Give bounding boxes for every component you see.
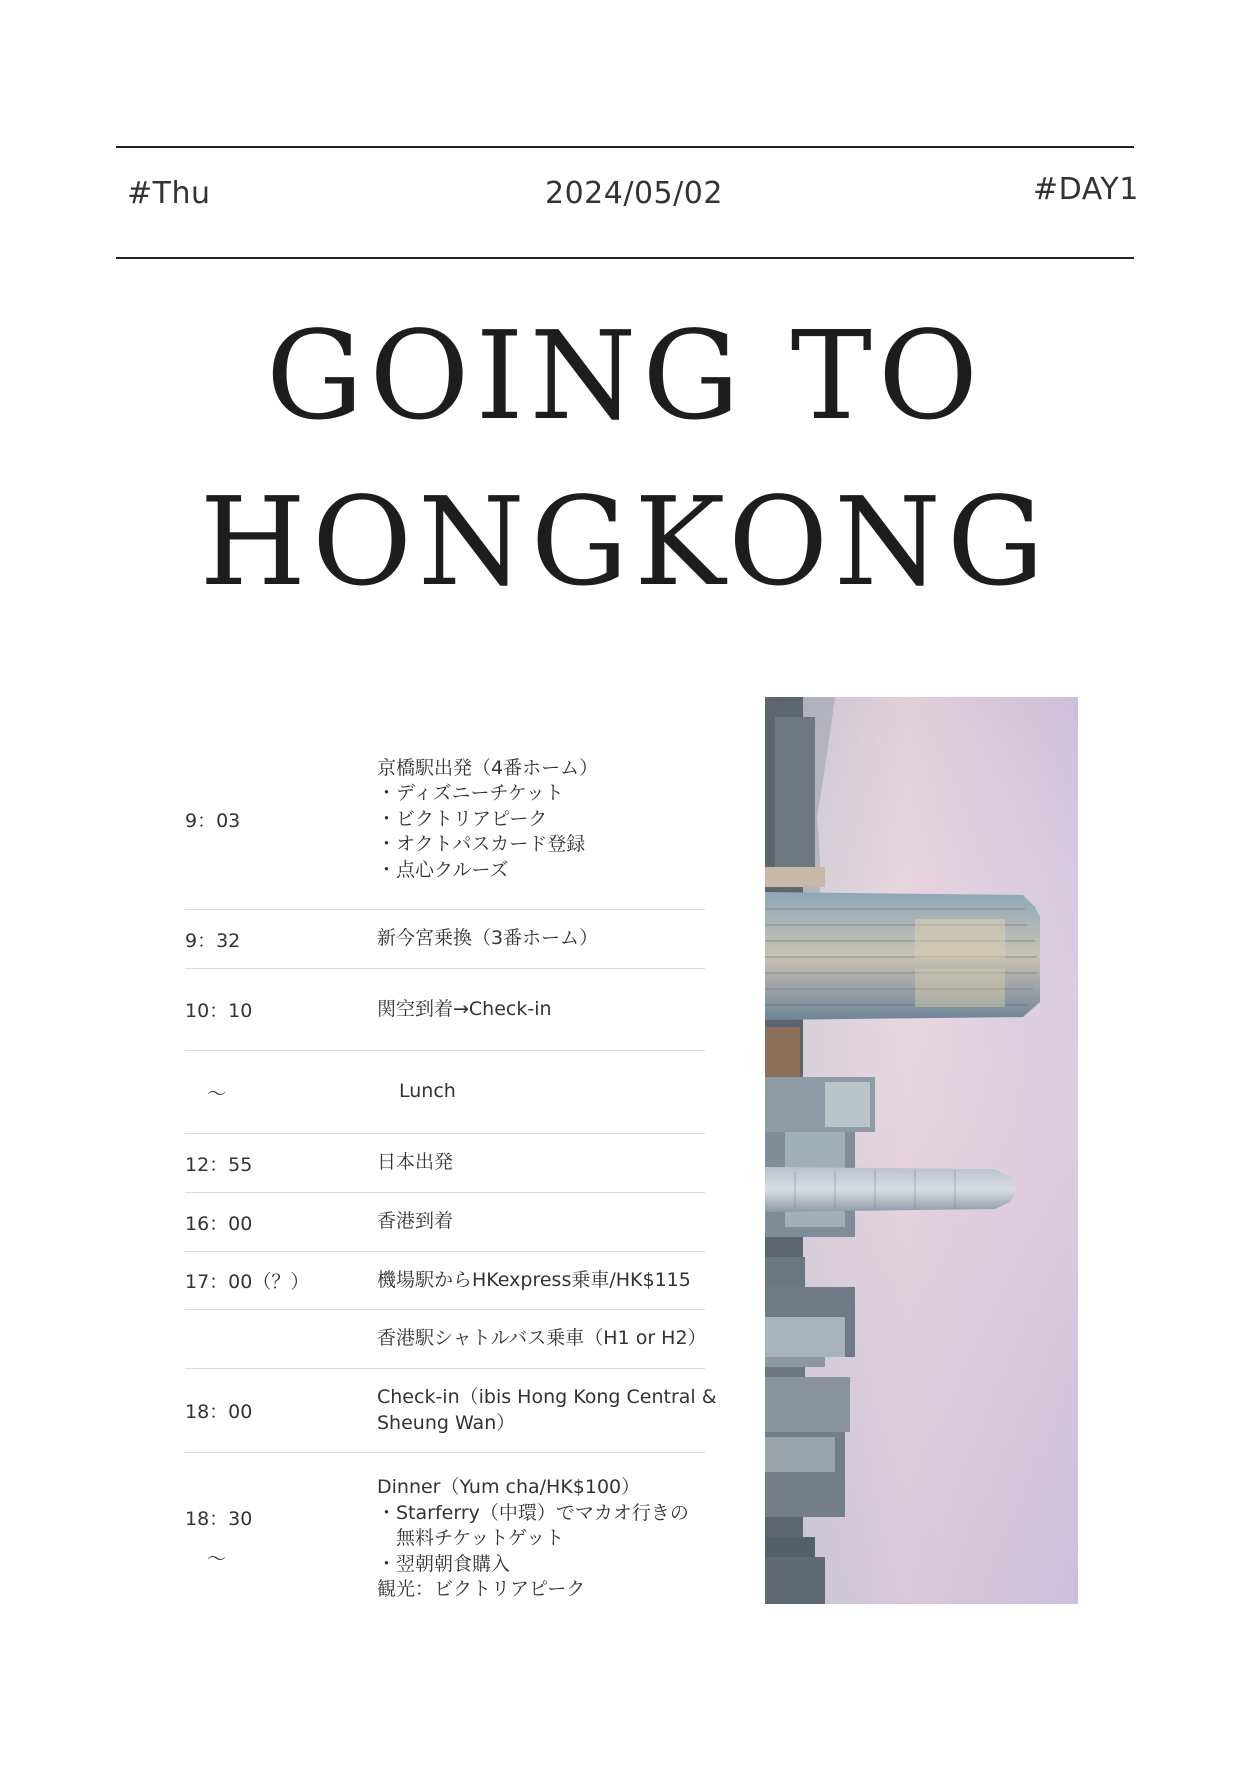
schedule-time bbox=[185, 1499, 377, 1579]
schedule-description bbox=[399, 1079, 705, 1105]
schedule-description bbox=[377, 756, 705, 884]
schedule-time: 10：10 bbox=[185, 1000, 253, 1022]
schedule-description-line: ・オクトパスカード登録 bbox=[377, 833, 586, 856]
schedule-description-line: 香港到着 bbox=[377, 1210, 454, 1233]
page-title-line1: GOING TO bbox=[265, 305, 985, 447]
schedule-time: 18：00 bbox=[185, 1401, 253, 1423]
schedule-description-line: 無料チケットゲット bbox=[377, 1527, 565, 1550]
schedule-row bbox=[185, 730, 705, 910]
schedule-description-line: Lunch bbox=[399, 1080, 456, 1103]
day-number-tag: #DAY1 bbox=[1033, 172, 1139, 207]
schedule-description bbox=[377, 1385, 717, 1436]
bottom-rule bbox=[116, 257, 1134, 259]
page-title-line2: HONGKONG bbox=[199, 471, 1051, 613]
schedule-time-line: 〜 bbox=[207, 1548, 227, 1570]
schedule-description-line: 京橋駅出発（4番ホーム） bbox=[377, 756, 599, 779]
day-of-week-tag: #Thu bbox=[127, 176, 211, 211]
schedule-row bbox=[185, 1134, 705, 1193]
schedule-time: 12：55 bbox=[185, 1153, 253, 1176]
schedule-description-line: 関空到着→Check-in bbox=[377, 997, 552, 1020]
schedule-description-line: 観光：ビクトリアピーク bbox=[377, 1578, 586, 1601]
schedule-time: 9：32 bbox=[185, 929, 241, 952]
schedule-row bbox=[185, 1193, 705, 1252]
schedule-description-line: ・点心クルーズ bbox=[377, 858, 509, 881]
schedule-description-line: 香港駅シャトルバス乗車（H1 or H2） bbox=[377, 1327, 707, 1350]
schedule-description bbox=[377, 1209, 705, 1235]
schedule-description-line: 日本出発 bbox=[377, 1151, 454, 1174]
schedule-description-line: ・ビクトリアピーク bbox=[377, 807, 548, 830]
schedule-description bbox=[377, 1475, 705, 1603]
schedule-description-line: 機場駅からHKexpress乗車/HK$115 bbox=[377, 1268, 691, 1291]
hong-kong-skyline-photo bbox=[765, 697, 1078, 1604]
schedule-time: 16：00 bbox=[185, 1212, 253, 1235]
schedule-description bbox=[377, 997, 705, 1023]
date-label: 2024/05/02 bbox=[545, 176, 723, 211]
schedule-description bbox=[377, 1268, 705, 1294]
schedule-description bbox=[377, 926, 705, 952]
schedule-description-line: Sheung Wan） bbox=[377, 1411, 516, 1434]
schedule-time: 17：00（？） bbox=[185, 1271, 310, 1293]
schedule-description-line: ・Starferry（中環）でマカオ行きの bbox=[377, 1501, 689, 1524]
schedule-time-line: 18：30 bbox=[185, 1508, 253, 1530]
schedule-time: 〜 bbox=[207, 1082, 227, 1105]
schedule-row bbox=[185, 1051, 705, 1134]
schedule-table bbox=[185, 730, 717, 1625]
schedule-row bbox=[185, 1252, 705, 1310]
schedule-row bbox=[185, 969, 705, 1051]
top-rule bbox=[116, 146, 1134, 148]
schedule-description-line: Dinner（Yum cha/HK$100） bbox=[377, 1476, 641, 1499]
schedule-row bbox=[185, 1310, 705, 1369]
schedule-description-line: Check-in（ibis Hong Kong Central & bbox=[377, 1386, 717, 1408]
schedule-description-line: 新今宮乗換（3番ホーム） bbox=[377, 927, 599, 950]
schedule-description-line: ・ディズニーチケット bbox=[377, 782, 564, 805]
schedule-row bbox=[185, 1453, 705, 1625]
schedule-time: 9：03 bbox=[185, 810, 241, 832]
schedule-description-line: ・翌朝朝食購入 bbox=[377, 1552, 511, 1575]
schedule-row bbox=[185, 910, 705, 969]
schedule-description bbox=[377, 1326, 707, 1352]
schedule-row bbox=[185, 1369, 717, 1453]
schedule-description bbox=[377, 1150, 705, 1176]
